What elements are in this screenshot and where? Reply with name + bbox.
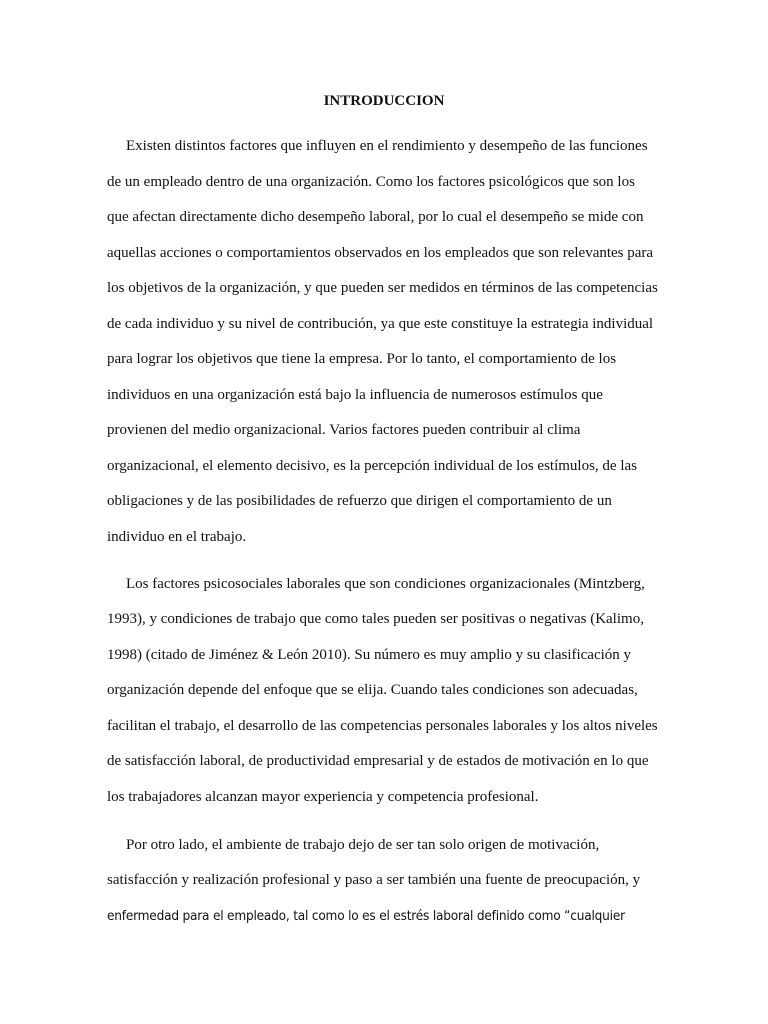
paragraph-2-line-3: 1998) (citado de Jiménez & León 2010). Su número es muy amplio y su clasificación y [107, 647, 632, 663]
paragraph-1-line-2: de un empleado dentro de una organización. Como los factores psicológicos que son los [107, 174, 635, 190]
paragraph-1-line-12: individuo en el trabajo. [107, 529, 247, 545]
paragraph-2-line-5: facilitan el trabajo, el desarrollo de las competencias personales laborales y los altos niveles [107, 718, 658, 734]
paragraph-1-line-4: aquellas acciones o comportamientos observados en los empleados que son relevantes para [107, 245, 654, 261]
paragraph-3-line-3: enfermedad para el empleado, tal como lo es el estrés laboral definido como “cualquier [107, 908, 625, 924]
paragraph-1-line-11: obligaciones y de las posibilidades de refuerzo que dirigen el comportamiento de un [107, 493, 612, 509]
paragraph-1-line-5: los objetivos de la organización, y que pueden ser medidos en términos de las competencias [107, 280, 658, 296]
paragraph-3-line-2: satisfacción y realización profesional y paso a ser también una fuente de preocupación, y [107, 872, 641, 888]
paragraph-2-line-7: los trabajadores alcanzan mayor experiencia y competencia profesional. [107, 789, 539, 805]
paragraph-1-line-1: Existen distintos factores que influyen en el rendimiento y desempeño de las funciones [126, 138, 648, 154]
paragraph-1-line-10: organizacional, el elemento decisivo, es la percepción individual de los estímulos, de las [107, 458, 637, 474]
paragraph-2-line-2: 1993), y condiciones de trabajo que como tales pueden ser positivas o negativas (Kalimo, [107, 611, 644, 627]
paragraph-1-line-6: de cada individuo y su nivel de contribución, ya que este constituye la estrategia individual [107, 316, 654, 332]
paragraph-1-line-9: provienen del medio organizacional. Varios factores pueden contribuir al clima [107, 422, 581, 438]
paragraph-2-line-4: organización depende del enfoque que se elija. Cuando tales condiciones son adecuadas, [107, 682, 638, 698]
paragraph-1-line-7: para lograr los objetivos que tiene la empresa. Por lo tanto, el comportamiento de los [107, 351, 617, 367]
paragraph-1-line-3: que afectan directamente dicho desempeño laboral, por lo cual el desempeño se mide con [107, 209, 644, 225]
paragraph-1-line-8: individuos en una organización está bajo la influencia de numerosos estímulos que [107, 387, 603, 403]
document-title: INTRODUCCION [323, 93, 445, 109]
paragraph-2-line-1: Los factores psicosociales laborales que son condiciones organizacionales (Mintzberg, [126, 576, 645, 592]
paragraph-3-line-1: Por otro lado, el ambiente de trabajo dejo de ser tan solo origen de motivación, [126, 837, 600, 853]
paragraph-2-line-6: de satisfacción laboral, de productividad empresarial y de estados de motivación en lo que [107, 753, 649, 769]
